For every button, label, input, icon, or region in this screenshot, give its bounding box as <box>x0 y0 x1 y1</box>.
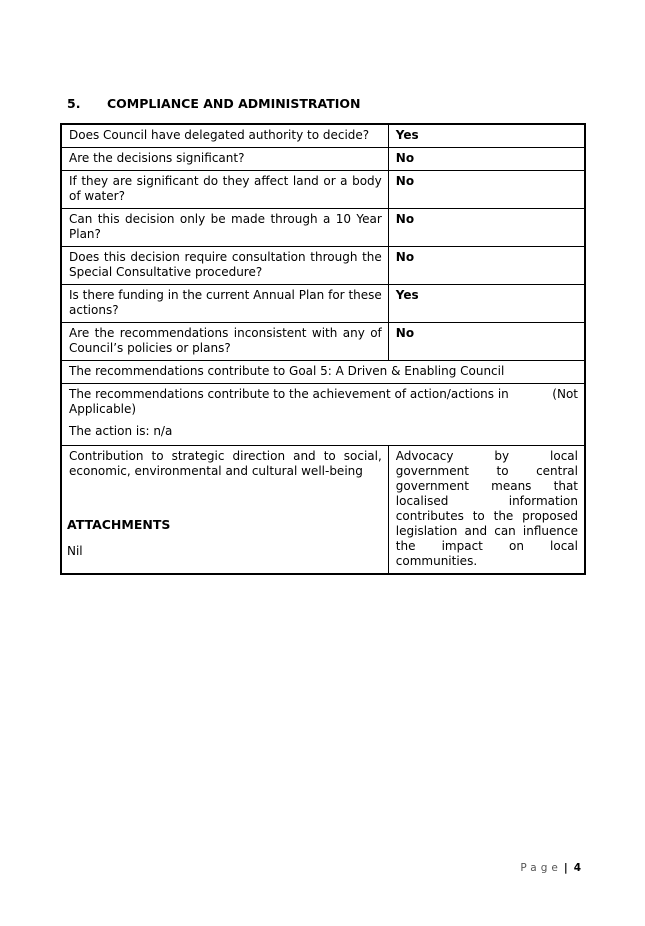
achievement-line-2: Applicable) <box>69 402 137 416</box>
question-cell: Is there funding in the current Annual Plan for these actions? <box>61 285 388 323</box>
table-row <box>61 124 585 148</box>
answer-cell: No <box>388 148 585 171</box>
section-number: 5. <box>67 96 81 111</box>
contribution-text: Advocacy by local government to central government means that localised information contributes to the proposed legislation and can influence the impact on local communities. <box>388 446 585 575</box>
achievement-line: The recommendations contribute to the achievement of action/actions in <box>69 387 509 401</box>
attachments-body: Nil <box>67 544 83 558</box>
section-heading <box>67 96 360 111</box>
compliance-table <box>60 123 586 575</box>
table-row <box>61 446 585 575</box>
answer-cell: No <box>388 323 585 361</box>
question-cell: Are the recommendations inconsistent with any of Council’s policies or plans? <box>61 323 388 361</box>
attachments-title: ATTACHMENTS <box>67 517 171 532</box>
table-row <box>61 171 585 209</box>
answer-cell: Yes <box>388 285 585 323</box>
question-cell: Can this decision only be made through a 10 Year Plan? <box>61 209 388 247</box>
goal-cell: The recommendations contribute to Goal 5: A Driven & Enabling Council <box>61 361 585 384</box>
table-row <box>61 361 585 384</box>
question-cell: Does this decision require consultation through the Special Consultative procedure? <box>61 247 388 285</box>
section-title: COMPLIANCE AND ADMINISTRATION <box>107 96 361 111</box>
question-cell: Are the decisions significant? <box>61 148 388 171</box>
answer-cell: No <box>388 171 585 209</box>
answer-cell: No <box>388 209 585 247</box>
question-cell: If they are significant do they affect land or a body of water? <box>61 171 388 209</box>
table-row <box>61 247 585 285</box>
action-text: The action is: n/a <box>69 424 173 438</box>
table-row <box>61 209 585 247</box>
contribution-label: Contribution to strategic direction and to social, economic, environmental and cultural well-being <box>61 446 388 575</box>
page-number: 4 <box>573 862 581 874</box>
question-cell: Does Council have delegated authority to decide? <box>61 124 388 148</box>
page-label: Page <box>520 862 562 874</box>
achievement-line-end: (Not <box>552 387 578 401</box>
achievement-cell <box>61 384 585 446</box>
table-row <box>61 384 585 446</box>
page-footer <box>520 862 581 874</box>
table-row <box>61 148 585 171</box>
answer-cell: Yes <box>388 124 585 148</box>
table-row <box>61 323 585 361</box>
table-row <box>61 285 585 323</box>
answer-cell: No <box>388 247 585 285</box>
footer-separator: | <box>563 862 568 874</box>
